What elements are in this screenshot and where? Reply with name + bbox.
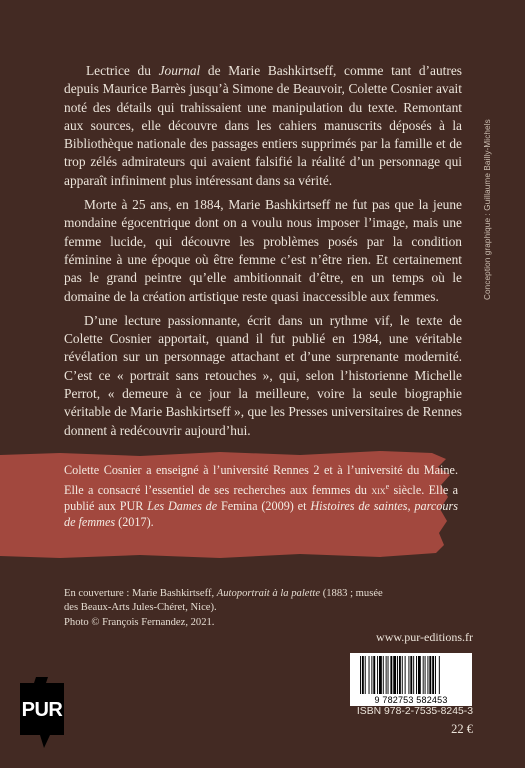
barcode-bar [362, 656, 364, 694]
book-title: Histoires de saintes, parcours de femmes [64, 499, 458, 529]
barcode-bar [399, 656, 401, 694]
barcode-bar [397, 656, 398, 694]
barcode-bar [429, 656, 431, 694]
barcode-bar [386, 656, 387, 694]
barcode-bar [383, 656, 384, 694]
bio-text: Femina (2009) et [217, 499, 311, 514]
barcode-bar [408, 656, 409, 694]
isbn: ISBN 978-2-7535-8245-3 [356, 706, 473, 717]
barcode-bar [425, 656, 426, 694]
cover-credit-line [64, 587, 394, 616]
barcode-bar [365, 656, 366, 694]
barcode-bar [416, 656, 417, 694]
barcode-bar [435, 656, 436, 694]
blurb-paragraph-3: D’une lecture passionnante, écrit dans un rythme vif, le texte de Colette Cosnier apportait, quand il fut publié en 1984, une véritable révélation sur un personnage attachant et d’une surprenante modernité. C’est ce « portrait sans retouches », qui, selon l’historienne Michelle Perrot, « demeure à ce jour la meilleure, voire la seule biographie véritable de Marie Bashkirtseff », que les Presses universitaires de Rennes donnent à redécouvrir aujourd’hui. [64, 312, 463, 438]
barcode-bar [390, 656, 392, 694]
barcode-bar [410, 656, 412, 694]
barcode-bar [405, 656, 406, 694]
logo-text: PUR [21, 699, 63, 721]
barcode-bar [373, 656, 375, 694]
barcode-bar [439, 656, 440, 694]
journal-title: Journal [158, 63, 201, 78]
artwork-title: Autoportrait à la palette [216, 588, 321, 599]
author-bio-band [0, 447, 470, 562]
cover-image-credit [64, 587, 394, 630]
publisher-website: www.pur-editions.fr [376, 630, 473, 644]
credit-text: En couverture : Marie Bashkirtseff, [64, 588, 217, 599]
barcode-bar [393, 656, 396, 694]
superscript: e [385, 481, 390, 491]
credit-text: (1883 ; musée des Beaux-Arts Jules-Chéret, Nice). [64, 588, 383, 614]
barcode-bar [402, 656, 403, 694]
blurb [64, 62, 462, 446]
bio-text: Colette Cosnier a enseigné à l’université Rennes 2 et à l’université du Maine. Elle a consacré l’essentiel de ses recherches aux femmes du [64, 463, 458, 497]
design-credit-text: Conception graphique : Guillaume Bailly-Michels [483, 119, 492, 300]
bio-text: siècle. Elle a publié aux PUR [64, 482, 458, 514]
barcode-number: 9 782753 582453 [374, 695, 448, 705]
design-credit [483, 80, 497, 300]
blurb-text: Lectrice du [86, 63, 159, 78]
barcode-bar [427, 656, 428, 694]
blurb-paragraph-2: Morte à 25 ans, en 1884, Marie Bashkirtseff ne fut pas que la jeune mondaine égocentrique dont on a voulu nous imposer l’image, mais une femme lucide, qui découvre les problèmes posés par la condition féminine à une époque où être femme c’est n’être rien. Et certainement pas le grand peintre qu’elle ambitionnait d’être, en un temps où le domaine de la création artistique reste quasi inaccessible aux femmes. [64, 197, 462, 304]
photo-credit-line: Photo © François Fernandez, 2021. [64, 616, 215, 628]
price: 22 € [451, 722, 473, 736]
barcode-bars [350, 653, 472, 697]
barcode-bar [418, 656, 421, 694]
barcode-bar [413, 656, 414, 694]
barcode-bar [432, 656, 434, 694]
blurb-text: de Marie Bashkirtseff, comme tant d’autres depuis Maurice Barrès jusqu’à Simone de Beauvoir, Colette Cosnier avait noté des détails qui trahissaient une manipulation du texte. Remontant aux sources, elle découvre dans les cahiers manuscrits déposés à la Bibliothèque nationale des passages entiers supprimés par la famille et de trop zélés admirateurs qui avaient falsifié la réalité d’un personnage qui apparaît infiniment plus intéressant dans sa vérité. [64, 63, 462, 188]
barcode-bar [369, 656, 370, 694]
barcode-bar [379, 656, 382, 694]
barcode [350, 653, 472, 706]
blurb-paragraph-1 [64, 62, 462, 190]
barcode-bar [377, 656, 378, 694]
author-bio [64, 463, 458, 530]
publisher-logo [20, 677, 80, 748]
book-title: Les Dames de [147, 499, 218, 514]
barcode-bar [371, 656, 372, 694]
barcode-bar [423, 656, 424, 694]
bio-text: (2017). [115, 514, 154, 529]
century-numeral: xix [371, 484, 386, 497]
barcode-bar [360, 656, 361, 694]
barcode-bar [388, 656, 389, 694]
